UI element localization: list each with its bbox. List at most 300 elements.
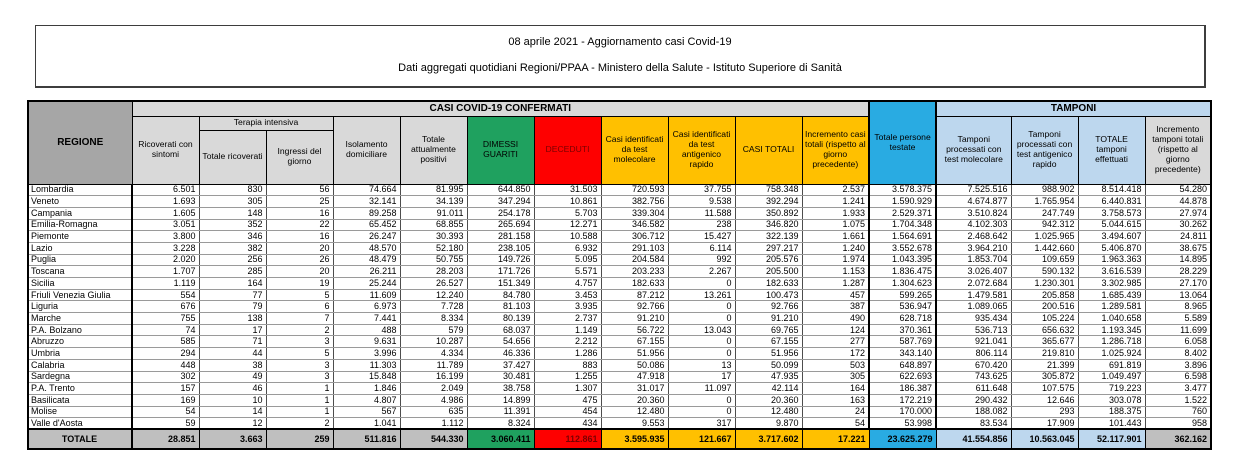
cell-incremento-casi-totali: 457 — [802, 289, 869, 301]
cell-totale-tamponi-effettuati: 3.758.573 — [1078, 207, 1145, 219]
cell-totale-persone-testate: 1.564.691 — [869, 231, 936, 243]
col-header-casi-totali: CASI TOTALI — [735, 116, 802, 184]
region-name: Friuli Venezia Giulia — [28, 289, 132, 301]
cell-casi-totali: 91.210 — [735, 313, 802, 325]
cell-totale-ricoverati: 71 — [199, 336, 266, 348]
region-name: Calabria — [28, 359, 132, 371]
cell-totale-ricoverati: 49 — [199, 371, 266, 383]
cell-incremento-tamponi-totali: 28.229 — [1145, 266, 1211, 278]
table-row — [28, 394, 1211, 406]
cell-totale-attualmente-positivi: 2.049 — [400, 383, 467, 395]
col-header-ingressi-del-giorno: Ingressi del giorno — [266, 130, 333, 184]
cell-totale-attualmente-positivi: 81.995 — [400, 184, 467, 196]
cell-totale-attualmente-positivi: 34.139 — [400, 196, 467, 208]
col-header-tamponi-test-antigenico-rapido: Tamponi processati con test antigenico rapido — [1011, 116, 1078, 184]
cell-casi-test-antigenico-rapido: 13 — [668, 359, 735, 371]
col-header-incremento-casi-totali: Incremento casi totali (rispetto al giorno precedente) — [802, 116, 869, 184]
cell-casi-test-antigenico-rapido: 37.755 — [668, 184, 735, 196]
cell-ricoverati-con-sintomi: 1.693 — [132, 196, 199, 208]
col-header-regione: REGIONE — [28, 101, 132, 184]
cell-deceduti: 1.149 — [534, 324, 601, 336]
cell-casi-totali: 346.820 — [735, 219, 802, 231]
cell-ingressi-del-giorno: 25 — [266, 196, 333, 208]
cell-dimessi-guariti: 3.060.411 — [467, 429, 534, 449]
cell-casi-totali: 182.633 — [735, 278, 802, 290]
cell-incremento-casi-totali: 387 — [802, 301, 869, 313]
cell-incremento-tamponi-totali: 27.974 — [1145, 207, 1211, 219]
cell-totale-persone-testate: 648.897 — [869, 359, 936, 371]
cell-dimessi-guariti: 80.139 — [467, 313, 534, 325]
cell-totale-persone-testate: 1.836.475 — [869, 266, 936, 278]
cell-casi-totali: 205.576 — [735, 254, 802, 266]
cell-casi-totali: 69.765 — [735, 324, 802, 336]
bulletin-date-title: 08 aprile 2021 - Aggiornamento casi Covid-19 — [508, 36, 732, 48]
cell-incremento-tamponi-totali: 38.675 — [1145, 242, 1211, 254]
cell-incremento-casi-totali: 503 — [802, 359, 869, 371]
cell-incremento-tamponi-totali: 27.170 — [1145, 278, 1211, 290]
region-name: Piemonte — [28, 231, 132, 243]
cell-tamponi-test-antigenico-rapido: 1.765.954 — [1011, 196, 1078, 208]
cell-tamponi-test-antigenico-rapido: 219.810 — [1011, 348, 1078, 360]
cell-totale-attualmente-positivi: 635 — [400, 406, 467, 418]
cell-dimessi-guariti: 238.105 — [467, 242, 534, 254]
table-row — [28, 289, 1211, 301]
cell-totale-tamponi-effettuati: 303.078 — [1078, 394, 1145, 406]
cell-ingressi-del-giorno: 16 — [266, 207, 333, 219]
cell-casi-totali: 205.500 — [735, 266, 802, 278]
cell-tamponi-test-antigenico-rapido: 10.563.045 — [1011, 429, 1078, 449]
cell-casi-test-antigenico-rapido: 0 — [668, 394, 735, 406]
cell-isolamento-domiciliare: 1.846 — [333, 383, 400, 395]
cell-incremento-tamponi-totali: 362.162 — [1145, 429, 1211, 449]
cell-incremento-tamponi-totali: 30.262 — [1145, 219, 1211, 231]
cell-ingressi-del-giorno: 3 — [266, 336, 333, 348]
cell-incremento-casi-totali: 164 — [802, 383, 869, 395]
cell-totale-attualmente-positivi: 30.393 — [400, 231, 467, 243]
cell-tamponi-test-molecolare: 2.468.642 — [936, 231, 1011, 243]
cell-tamponi-test-antigenico-rapido: 17.909 — [1011, 418, 1078, 430]
cell-casi-totali: 758.348 — [735, 184, 802, 196]
cell-ingressi-del-giorno: 2 — [266, 324, 333, 336]
cell-tamponi-test-molecolare: 935.434 — [936, 313, 1011, 325]
cell-ricoverati-con-sintomi: 6.501 — [132, 184, 199, 196]
cell-totale-attualmente-positivi: 4.334 — [400, 348, 467, 360]
table-row — [28, 266, 1211, 278]
cell-dimessi-guariti: 265.694 — [467, 219, 534, 231]
cell-dimessi-guariti: 281.158 — [467, 231, 534, 243]
cell-incremento-casi-totali: 1.153 — [802, 266, 869, 278]
cell-incremento-tamponi-totali: 8.402 — [1145, 348, 1211, 360]
cell-totale-tamponi-effettuati: 3.302.985 — [1078, 278, 1145, 290]
cell-casi-test-antigenico-rapido: 238 — [668, 219, 735, 231]
cell-incremento-casi-totali: 1.933 — [802, 207, 869, 219]
cell-incremento-casi-totali: 277 — [802, 336, 869, 348]
cell-dimessi-guariti: 68.037 — [467, 324, 534, 336]
cell-tamponi-test-antigenico-rapido: 1.230.301 — [1011, 278, 1078, 290]
cell-incremento-casi-totali: 490 — [802, 313, 869, 325]
cell-casi-test-molecolare: 203.233 — [601, 266, 668, 278]
cell-casi-totali: 20.360 — [735, 394, 802, 406]
cell-tamponi-test-antigenico-rapido: 21.399 — [1011, 359, 1078, 371]
cell-casi-test-molecolare: 31.017 — [601, 383, 668, 395]
region-name: Basilicata — [28, 394, 132, 406]
table-row — [28, 324, 1211, 336]
cell-totale-persone-testate: 1.043.395 — [869, 254, 936, 266]
cell-deceduti: 31.503 — [534, 184, 601, 196]
cell-incremento-casi-totali: 172 — [802, 348, 869, 360]
region-name: Toscana — [28, 266, 132, 278]
cell-ricoverati-con-sintomi: 1.707 — [132, 266, 199, 278]
cell-casi-test-antigenico-rapido: 0 — [668, 336, 735, 348]
cell-tamponi-test-molecolare: 4.674.877 — [936, 196, 1011, 208]
cell-ricoverati-con-sintomi: 3.800 — [132, 231, 199, 243]
table-row — [28, 231, 1211, 243]
cell-ricoverati-con-sintomi: 59 — [132, 418, 199, 430]
cell-dimessi-guariti: 54.656 — [467, 336, 534, 348]
cell-dimessi-guariti: 46.336 — [467, 348, 534, 360]
cell-incremento-tamponi-totali: 958 — [1145, 418, 1211, 430]
cell-totale-ricoverati: 352 — [199, 219, 266, 231]
cell-totale-ricoverati: 44 — [199, 348, 266, 360]
cell-dimessi-guariti: 14.899 — [467, 394, 534, 406]
table-row — [28, 278, 1211, 290]
cell-casi-test-molecolare: 12.480 — [601, 406, 668, 418]
cell-totale-attualmente-positivi: 91.011 — [400, 207, 467, 219]
cell-deceduti: 1.307 — [534, 383, 601, 395]
cell-casi-test-antigenico-rapido: 121.667 — [668, 429, 735, 449]
cell-totale-tamponi-effettuati: 3.616.539 — [1078, 266, 1145, 278]
cell-totale-attualmente-positivi: 10.287 — [400, 336, 467, 348]
cell-casi-test-molecolare: 9.553 — [601, 418, 668, 430]
cell-totale-tamponi-effettuati: 1.289.581 — [1078, 301, 1145, 313]
cell-deceduti: 3.453 — [534, 289, 601, 301]
cell-totale-tamponi-effettuati: 1.685.439 — [1078, 289, 1145, 301]
cell-casi-test-molecolare: 47.918 — [601, 371, 668, 383]
cell-totale-persone-testate: 1.304.623 — [869, 278, 936, 290]
cell-isolamento-domiciliare: 567 — [333, 406, 400, 418]
cell-casi-totali: 92.766 — [735, 301, 802, 313]
cell-ingressi-del-giorno: 5 — [266, 289, 333, 301]
cell-dimessi-guariti: 81.103 — [467, 301, 534, 313]
cell-totale-attualmente-positivi: 11.789 — [400, 359, 467, 371]
cell-tamponi-test-antigenico-rapido: 107.575 — [1011, 383, 1078, 395]
cell-deceduti: 2.737 — [534, 313, 601, 325]
cell-totale-ricoverati: 164 — [199, 278, 266, 290]
cell-totale-persone-testate: 599.265 — [869, 289, 936, 301]
table-row — [28, 207, 1211, 219]
cell-casi-test-molecolare: 720.593 — [601, 184, 668, 196]
cell-dimessi-guariti: 37.427 — [467, 359, 534, 371]
cell-tamponi-test-molecolare: 290.432 — [936, 394, 1011, 406]
cell-tamponi-test-molecolare: 743.625 — [936, 371, 1011, 383]
cell-tamponi-test-molecolare: 3.964.210 — [936, 242, 1011, 254]
cell-tamponi-test-molecolare: 3.510.824 — [936, 207, 1011, 219]
cell-casi-test-antigenico-rapido: 317 — [668, 418, 735, 430]
cell-ricoverati-con-sintomi: 54 — [132, 406, 199, 418]
cell-dimessi-guariti: 8.324 — [467, 418, 534, 430]
cell-casi-test-molecolare: 3.595.935 — [601, 429, 668, 449]
cell-ricoverati-con-sintomi: 169 — [132, 394, 199, 406]
cell-deceduti: 6.932 — [534, 242, 601, 254]
cell-totale-tamponi-effettuati: 1.286.718 — [1078, 336, 1145, 348]
cell-tamponi-test-molecolare: 1.479.581 — [936, 289, 1011, 301]
cell-incremento-casi-totali: 17.221 — [802, 429, 869, 449]
cell-deceduti: 4.757 — [534, 278, 601, 290]
cell-totale-persone-testate: 186.387 — [869, 383, 936, 395]
cell-tamponi-test-molecolare: 7.525.516 — [936, 184, 1011, 196]
cell-ingressi-del-giorno: 3 — [266, 371, 333, 383]
cell-isolamento-domiciliare: 11.303 — [333, 359, 400, 371]
cell-incremento-casi-totali: 305 — [802, 371, 869, 383]
table-row — [28, 219, 1211, 231]
cell-totale-tamponi-effettuati: 52.117.901 — [1078, 429, 1145, 449]
cell-casi-totali: 392.294 — [735, 196, 802, 208]
cell-totale-attualmente-positivi: 52.180 — [400, 242, 467, 254]
col-header-totale-ricoverati: Totale ricoverati — [199, 130, 266, 184]
cell-tamponi-test-antigenico-rapido: 656.632 — [1011, 324, 1078, 336]
cell-totale-attualmente-positivi: 68.855 — [400, 219, 467, 231]
table-row — [28, 196, 1211, 208]
region-name: P.A. Trento — [28, 383, 132, 395]
cell-tamponi-test-molecolare: 188.082 — [936, 406, 1011, 418]
cell-incremento-tamponi-totali: 1.522 — [1145, 394, 1211, 406]
cell-isolamento-domiciliare: 511.816 — [333, 429, 400, 449]
cell-casi-test-antigenico-rapido: 17 — [668, 371, 735, 383]
cell-totale-tamponi-effettuati: 1.040.658 — [1078, 313, 1145, 325]
cell-casi-test-molecolare: 306.712 — [601, 231, 668, 243]
cell-isolamento-domiciliare: 15.848 — [333, 371, 400, 383]
cell-ingressi-del-giorno: 22 — [266, 219, 333, 231]
table-row — [28, 301, 1211, 313]
cell-ricoverati-con-sintomi: 74 — [132, 324, 199, 336]
region-name: Sicilia — [28, 278, 132, 290]
cell-ricoverati-con-sintomi: 585 — [132, 336, 199, 348]
cell-casi-test-antigenico-rapido: 0 — [668, 406, 735, 418]
cell-deceduti: 12.271 — [534, 219, 601, 231]
cell-totale-persone-testate: 3.552.678 — [869, 242, 936, 254]
cell-totale-ricoverati: 382 — [199, 242, 266, 254]
cell-totale-ricoverati: 17 — [199, 324, 266, 336]
cell-isolamento-domiciliare: 6.973 — [333, 301, 400, 313]
cell-isolamento-domiciliare: 48.570 — [333, 242, 400, 254]
region-name: Puglia — [28, 254, 132, 266]
cell-casi-test-molecolare: 51.956 — [601, 348, 668, 360]
cell-totale-ricoverati: 138 — [199, 313, 266, 325]
cell-ingressi-del-giorno: 1 — [266, 394, 333, 406]
cell-isolamento-domiciliare: 9.631 — [333, 336, 400, 348]
cell-casi-test-molecolare: 339.304 — [601, 207, 668, 219]
cell-totale-persone-testate: 370.361 — [869, 324, 936, 336]
cell-incremento-tamponi-totali: 6.598 — [1145, 371, 1211, 383]
cell-deceduti: 1.286 — [534, 348, 601, 360]
region-name: Veneto — [28, 196, 132, 208]
cell-tamponi-test-molecolare: 4.102.303 — [936, 219, 1011, 231]
cell-casi-test-antigenico-rapido: 13.261 — [668, 289, 735, 301]
cell-totale-persone-testate: 3.578.375 — [869, 184, 936, 196]
cell-ricoverati-con-sintomi: 554 — [132, 289, 199, 301]
cell-totale-persone-testate: 23.625.279 — [869, 429, 936, 449]
cell-totale-attualmente-positivi: 544.330 — [400, 429, 467, 449]
cell-ingressi-del-giorno: 26 — [266, 254, 333, 266]
cell-incremento-casi-totali: 1.075 — [802, 219, 869, 231]
cell-totale-tamponi-effettuati: 3.494.607 — [1078, 231, 1145, 243]
cell-incremento-tamponi-totali: 44.878 — [1145, 196, 1211, 208]
cell-totale-attualmente-positivi: 579 — [400, 324, 467, 336]
header-mid-row — [28, 116, 1211, 130]
cell-casi-test-antigenico-rapido: 0 — [668, 348, 735, 360]
cell-totale-tamponi-effettuati: 6.440.831 — [1078, 196, 1145, 208]
cell-tamponi-test-molecolare: 611.648 — [936, 383, 1011, 395]
col-header-totale-tamponi-effettuati: TOTALE tamponi effettuati — [1078, 116, 1145, 184]
cell-totale-tamponi-effettuati: 101.443 — [1078, 418, 1145, 430]
cell-tamponi-test-antigenico-rapido: 205.858 — [1011, 289, 1078, 301]
cell-tamponi-test-antigenico-rapido: 988.902 — [1011, 184, 1078, 196]
cell-totale-attualmente-positivi: 1.112 — [400, 418, 467, 430]
region-name: Sardegna — [28, 371, 132, 383]
cell-ingressi-del-giorno: 3 — [266, 359, 333, 371]
cell-tamponi-test-antigenico-rapido: 942.312 — [1011, 219, 1078, 231]
cell-tamponi-test-molecolare: 41.554.856 — [936, 429, 1011, 449]
table-row — [28, 418, 1211, 430]
cell-totale-tamponi-effettuati: 1.963.363 — [1078, 254, 1145, 266]
cell-casi-totali: 3.717.602 — [735, 429, 802, 449]
col-header-totale-attualmente-positivi: Totale attualmente positivi — [400, 116, 467, 184]
group-header-terapia-intensiva: Terapia intensiva — [199, 116, 333, 130]
cell-totale-ricoverati: 10 — [199, 394, 266, 406]
cell-tamponi-test-molecolare: 3.026.407 — [936, 266, 1011, 278]
cell-casi-totali: 322.139 — [735, 231, 802, 243]
region-name: Umbria — [28, 348, 132, 360]
region-name: Valle d'Aosta — [28, 418, 132, 430]
region-name: Lombardia — [28, 184, 132, 196]
cell-totale-persone-testate: 1.704.348 — [869, 219, 936, 231]
cell-incremento-casi-totali: 1.287 — [802, 278, 869, 290]
cell-tamponi-test-antigenico-rapido: 1.025.965 — [1011, 231, 1078, 243]
cell-incremento-tamponi-totali: 13.064 — [1145, 289, 1211, 301]
cell-casi-totali: 100.473 — [735, 289, 802, 301]
cell-ricoverati-con-sintomi: 3.051 — [132, 219, 199, 231]
cell-tamponi-test-molecolare: 2.072.684 — [936, 278, 1011, 290]
cell-dimessi-guariti: 254.178 — [467, 207, 534, 219]
cell-tamponi-test-antigenico-rapido: 12.646 — [1011, 394, 1078, 406]
cell-dimessi-guariti: 347.294 — [467, 196, 534, 208]
col-header-casi-test-molecolare: Casi identificati da test molecolare — [601, 116, 668, 184]
cell-casi-totali: 47.935 — [735, 371, 802, 383]
covid-data-table — [27, 100, 1212, 450]
table-row — [28, 359, 1211, 371]
cell-tamponi-test-molecolare: 536.713 — [936, 324, 1011, 336]
cell-totale-ricoverati: 77 — [199, 289, 266, 301]
cell-tamponi-test-antigenico-rapido: 105.224 — [1011, 313, 1078, 325]
cell-casi-test-antigenico-rapido: 9.538 — [668, 196, 735, 208]
cell-totale-persone-testate: 2.529.371 — [869, 207, 936, 219]
cell-incremento-tamponi-totali: 14.895 — [1145, 254, 1211, 266]
region-name: Marche — [28, 313, 132, 325]
table-body — [28, 184, 1211, 449]
cell-casi-test-molecolare: 56.722 — [601, 324, 668, 336]
cell-casi-test-antigenico-rapido: 992 — [668, 254, 735, 266]
cell-totale-tamponi-effettuati: 8.514.418 — [1078, 184, 1145, 196]
region-name: Molise — [28, 406, 132, 418]
cell-isolamento-domiciliare: 48.479 — [333, 254, 400, 266]
cell-totale-persone-testate: 628.718 — [869, 313, 936, 325]
cell-totale-tamponi-effettuati: 1.025.924 — [1078, 348, 1145, 360]
cell-deceduti: 2.212 — [534, 336, 601, 348]
cell-tamponi-test-molecolare: 83.534 — [936, 418, 1011, 430]
cell-totale-tamponi-effettuati: 5.406.870 — [1078, 242, 1145, 254]
cell-ricoverati-con-sintomi: 1.605 — [132, 207, 199, 219]
cell-dimessi-guariti: 30.481 — [467, 371, 534, 383]
cell-totale-persone-testate: 536.947 — [869, 301, 936, 313]
cell-ingressi-del-giorno: 20 — [266, 266, 333, 278]
cell-dimessi-guariti: 38.758 — [467, 383, 534, 395]
col-header-ricoverati-con-sintomi: Ricoverati con sintomi — [132, 116, 199, 184]
cell-totale-attualmente-positivi: 16.199 — [400, 371, 467, 383]
col-header-incremento-tamponi-totali: Incremento tamponi totali (rispetto al giorno precedente) — [1145, 116, 1211, 184]
cell-isolamento-domiciliare: 7.441 — [333, 313, 400, 325]
cell-incremento-casi-totali: 1.241 — [802, 196, 869, 208]
group-header-casi-confermati: CASI COVID-19 CONFERMATI — [132, 101, 869, 116]
cell-isolamento-domiciliare: 25.244 — [333, 278, 400, 290]
cell-isolamento-domiciliare: 26.211 — [333, 266, 400, 278]
cell-ricoverati-con-sintomi: 448 — [132, 359, 199, 371]
cell-ricoverati-con-sintomi: 3.228 — [132, 242, 199, 254]
bulletin-subtitle: Dati aggregati quotidiani Regioni/PPAA - Ministero della Salute - Istituto Superiore di Sanità — [398, 62, 842, 74]
region-name: Abruzzo — [28, 336, 132, 348]
cell-totale-attualmente-positivi: 26.527 — [400, 278, 467, 290]
table-row — [28, 242, 1211, 254]
cell-tamponi-test-antigenico-rapido: 1.442.660 — [1011, 242, 1078, 254]
cell-totale-tamponi-effettuati: 1.049.497 — [1078, 371, 1145, 383]
cell-casi-test-molecolare: 67.155 — [601, 336, 668, 348]
col-header-tamponi-test-molecolare: Tamponi processati con test molecolare — [936, 116, 1011, 184]
table-row — [28, 336, 1211, 348]
table-row — [28, 313, 1211, 325]
cell-totale-ricoverati: 148 — [199, 207, 266, 219]
cell-casi-totali: 42.114 — [735, 383, 802, 395]
cell-isolamento-domiciliare: 32.141 — [333, 196, 400, 208]
cell-casi-test-molecolare: 87.212 — [601, 289, 668, 301]
cell-totale-persone-testate: 172.219 — [869, 394, 936, 406]
cell-totale-attualmente-positivi: 7.728 — [400, 301, 467, 313]
cell-totale-tamponi-effettuati: 719.223 — [1078, 383, 1145, 395]
cell-casi-test-molecolare: 20.360 — [601, 394, 668, 406]
cell-ingressi-del-giorno: 7 — [266, 313, 333, 325]
region-name: Lazio — [28, 242, 132, 254]
cell-totale-ricoverati: 79 — [199, 301, 266, 313]
cell-deceduti: 454 — [534, 406, 601, 418]
cell-deceduti: 112.861 — [534, 429, 601, 449]
cell-casi-test-molecolare: 346.582 — [601, 219, 668, 231]
cell-incremento-tamponi-totali: 3.896 — [1145, 359, 1211, 371]
cell-incremento-casi-totali: 1.240 — [802, 242, 869, 254]
cell-totale-ricoverati: 305 — [199, 196, 266, 208]
cell-deceduti: 434 — [534, 418, 601, 430]
cell-casi-test-antigenico-rapido: 0 — [668, 278, 735, 290]
cell-totale-ricoverati: 14 — [199, 406, 266, 418]
cell-casi-test-antigenico-rapido: 2.267 — [668, 266, 735, 278]
cell-casi-test-antigenico-rapido: 11.097 — [668, 383, 735, 395]
cell-casi-test-molecolare: 182.633 — [601, 278, 668, 290]
cell-totale-ricoverati: 46 — [199, 383, 266, 395]
cell-ingressi-del-giorno: 2 — [266, 418, 333, 430]
cell-casi-test-antigenico-rapido: 15.427 — [668, 231, 735, 243]
cell-tamponi-test-antigenico-rapido: 200.516 — [1011, 301, 1078, 313]
cell-isolamento-domiciliare: 4.807 — [333, 394, 400, 406]
cell-incremento-tamponi-totali: 24.811 — [1145, 231, 1211, 243]
cell-ricoverati-con-sintomi: 2.020 — [132, 254, 199, 266]
cell-dimessi-guariti: 151.349 — [467, 278, 534, 290]
